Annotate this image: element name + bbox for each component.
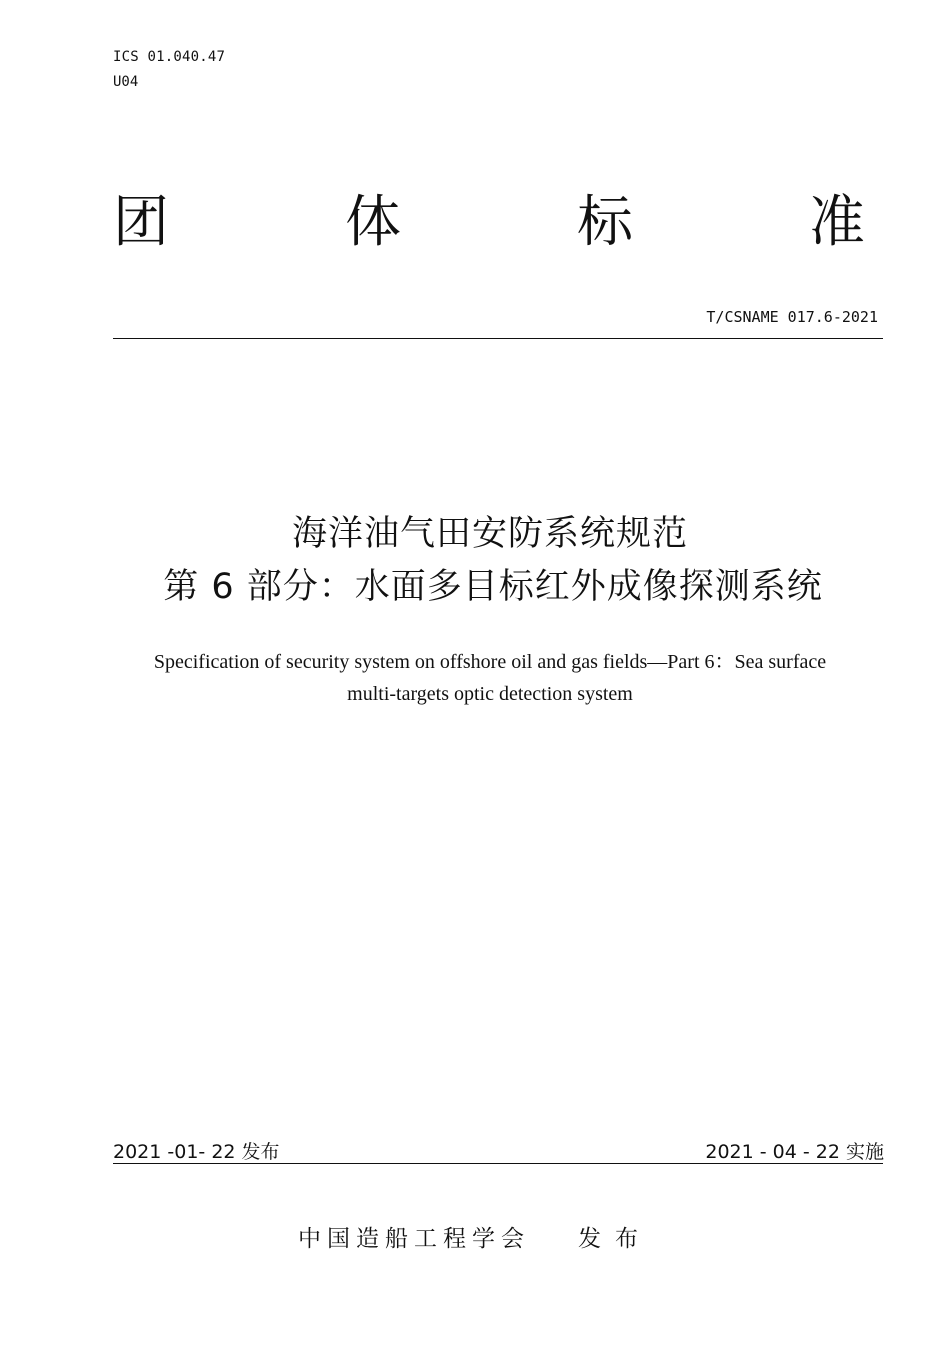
standard-type-char: 准 (809, 190, 865, 255)
ics-code: ICS 01.040.47 (113, 49, 226, 65)
title-en-line2: multi-targets optic detection system (347, 683, 633, 705)
title-en (110, 646, 870, 710)
implementation-date: 2021 - 04 - 22 实施 (705, 1141, 884, 1163)
publisher-organization: 中国造船工程学会 (298, 1226, 530, 1252)
standard-type-heading (113, 188, 865, 258)
title-cn-line1: 海洋油气田安防系统规范 (291, 514, 688, 554)
title-en-line1: Specification of security system on offshore oil and gas fields—Part 6：Sea surface (153, 651, 827, 673)
standard-number: T/CSNAME 017.6-2021 (706, 308, 878, 326)
top-divider (113, 338, 883, 339)
publisher-action: 发布 (578, 1226, 652, 1252)
standard-type-char: 标 (577, 190, 633, 255)
category-code: U04 (113, 74, 139, 90)
standard-type-char: 体 (345, 190, 401, 255)
title-cn-line2: 第 6 部分：水面多目标红外成像探测系统 (163, 567, 823, 607)
standard-type-char: 团 (113, 190, 169, 255)
publisher (0, 1224, 950, 1254)
bottom-divider (113, 1163, 883, 1164)
issue-date: 2021 -01- 22 发布 (113, 1141, 280, 1163)
